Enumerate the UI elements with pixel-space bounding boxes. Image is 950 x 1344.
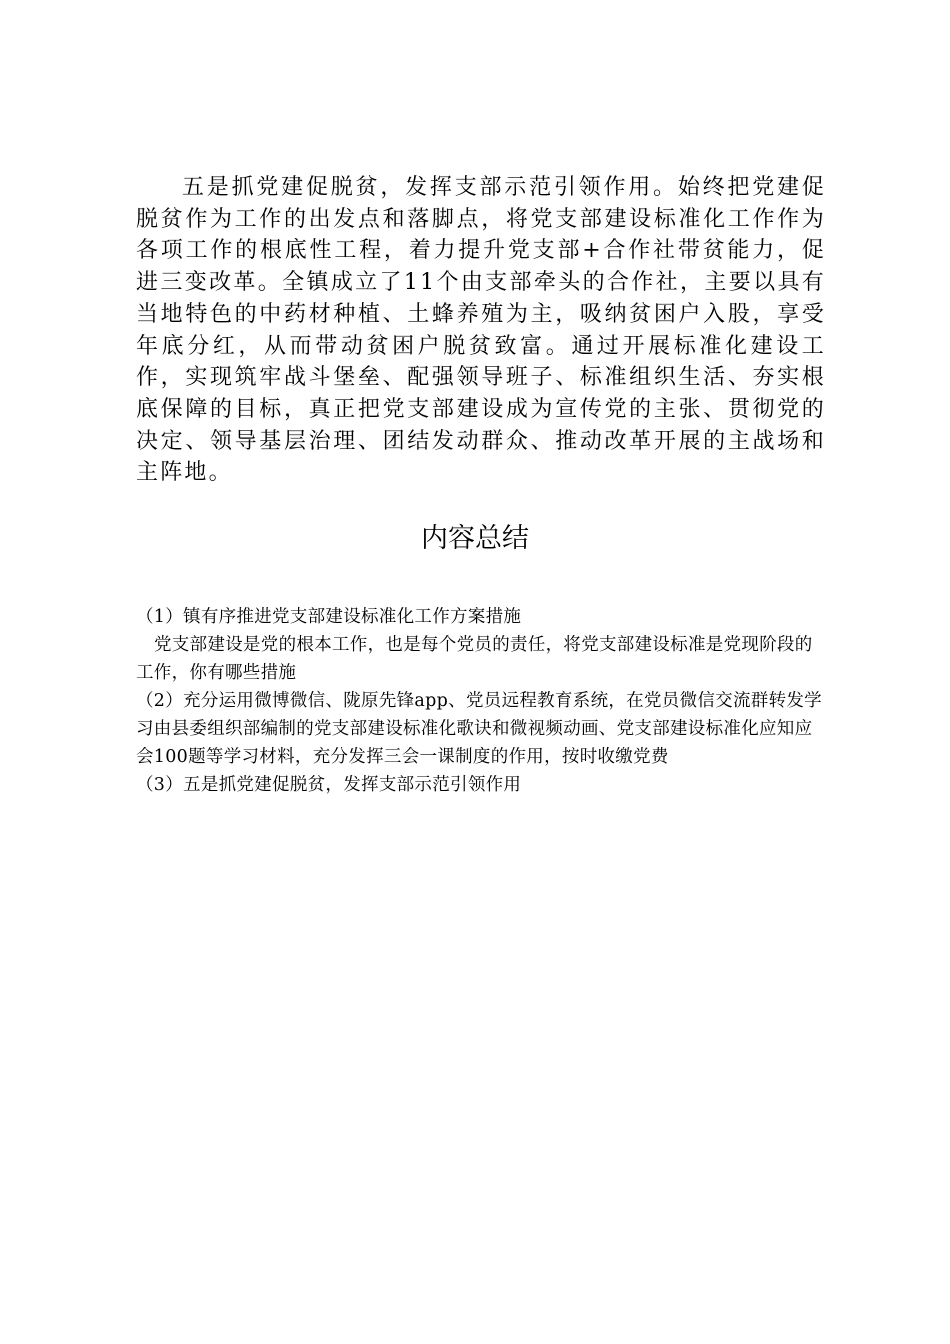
summary-item-1: （1）镇有序推进党支部建设标准化工作方案措施 [136,607,522,627]
summary-item-4: （3）五是抓党建促脱贫，发挥支部示范引领作用 [136,775,522,795]
summary-list [136,603,826,799]
summary-item-3: （2）充分运用微博微信、陇原先锋app、党员远程教育系统，在党员微信交流群转发学习由县委组织部编制的党支部建设标准化歌诀和微视频动画、党支部建设标准化应知应会100题等学习材料，充分发挥三会一课制度的作用，按时收缴党费 [136,691,822,767]
summary-title: 内容总结 [421,523,529,554]
summary-item-2: 党支部建设是党的根本工作，也是每个党员的责任，将党支部建设标准是党现阶段的工作，你有哪些措施 [136,635,813,683]
body-paragraph: 五是抓党建促脱贫，发挥支部示范引领作用。始终把党建促脱贫作为工作的出发点和落脚点，将党支部建设标准化工作作为各项工作的根底性工程，着力提升党支部+合作社带贫能力，促进三变改革。全镇成立了11个由支部牵头的合作社，主要以具有当地特色的中药材种植、土蜂养殖为主，吸纳贫困户入股，享受年底分红，从而带动贫困户脱贫致富。通过开展标准化建设工作，实现筑牢战斗堡垒、配强领导班子、标准组织生活、夯实根底保障的目标，真正把党支部建设成为宣传党的主张、贯彻党的决定、领导基层治理、团结发动群众、推动改革开展的主战场和主阵地。 [136,175,826,486]
